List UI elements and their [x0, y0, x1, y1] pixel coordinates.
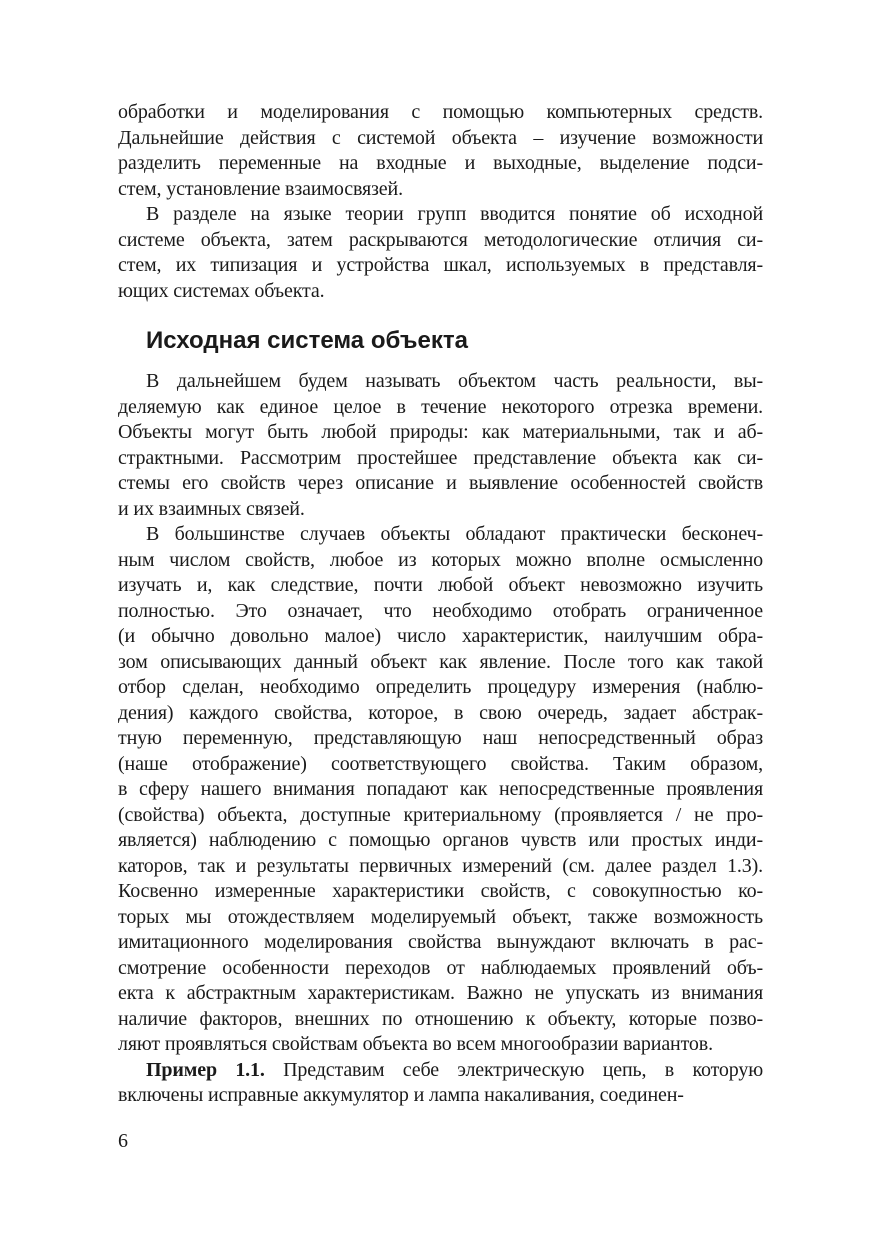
continuation-paragraphs [118, 100, 763, 304]
text-line: каторов, так и результаты первичных измерений (см. далее раздел 1.3). [118, 854, 763, 877]
text-line: стемы его свойств через описание и выявление особенностей свойств [118, 472, 763, 494]
text-line: в сферу нашего внимания попадают как непосредственные проявления [118, 778, 763, 800]
text-line: смотрение особенности переходов от наблюдаемых проявлений объ- [118, 956, 763, 979]
section-heading: Исходная система объекта [146, 327, 468, 354]
text-line: имитационного моделирования свойства вынуждают включать в рас- [118, 931, 763, 953]
text-line: включены исправные аккумулятор и лампа накаливания, соединен- [118, 1084, 684, 1106]
text-line: изучать и, как следствие, почти любой объект невозможно изучить [118, 574, 763, 596]
text-line: торых мы отождествляем моделируемый объект, также возможность [118, 905, 763, 928]
text-line: разделить переменные на входные и выходные, выделение подси- [118, 152, 763, 174]
text-line: зом описывающих данный объект как явление. После того как такой [118, 650, 763, 673]
section-paragraphs [118, 369, 763, 1109]
text-line: В дальнейшем будем называть объектом часть реальности, вы- [146, 370, 763, 392]
text-line: (и обычно довольно малое) число характеристик, наилучшим обра- [118, 625, 763, 647]
text-line: стем, их типизация и устройства шкал, используемых в представля- [118, 254, 763, 276]
text-line: (свойства) объекта, доступные критериальному (проявляется / не про- [118, 803, 763, 826]
text-line: стем, установление взаимосвязей. [118, 177, 403, 200]
text-line: Объекты могут быть любой природы: как материальными, так и аб- [118, 421, 763, 443]
text-line: Дальнейшие действия с системой объекта – изучение возможности [118, 126, 763, 149]
text-line: В большинстве случаев объекты обладают практически бесконеч- [146, 523, 763, 545]
text-line: тную переменную, представляющую наш непосредственный образ [118, 727, 763, 749]
text-line: обработки и моделирования с помощью компьютерных средств. [118, 101, 763, 123]
text-line: наличие факторов, внешних по отношению к объекту, которые позво- [118, 1007, 763, 1030]
text-line: дения) каждого свойства, которое, в свою очередь, задает абстрак- [118, 701, 763, 724]
text-line: системе объекта, затем раскрываются методологические отличия си- [118, 228, 763, 251]
text-line: деляемую как единое целое в течение некоторого отрезка времени. [118, 395, 763, 418]
example-label: Пример 1.1. [146, 1058, 284, 1081]
text-line: является) наблюдению с помощью органов чувств или простых инди- [118, 829, 763, 851]
text-line: ляют проявляться свойствам объекта во всем многообразии вариантов. [118, 1033, 713, 1055]
text-line: полностью. Это означает, что необходимо отобрать ограниченное [118, 599, 763, 622]
text-line: екта к абстрактным характеристикам. Важно не упускать из внимания [118, 982, 763, 1004]
text-line: В разделе на языке теории групп вводится понятие об исходной [146, 203, 763, 225]
text-line: ным числом свойств, любое из которых можно вполне осмысленно [118, 548, 763, 571]
text-line: Косвенно измеренные характеристики свойств, с совокупностью ко- [118, 880, 763, 902]
text-line: и их взаимных связей. [118, 497, 305, 520]
text-line: страктными. Рассмотрим простейшее представление объекта как си- [118, 446, 763, 469]
text-column [118, 100, 763, 1109]
text-line: (наше отображение) соответствующего свойства. Таким образом, [118, 752, 763, 775]
text-line: отбор сделан, необходимо определить процедуру измерения (наблю- [118, 676, 763, 698]
page-number: 6 [118, 1130, 128, 1152]
text-line: Пример 1.1. Представим себе электрическую цепь, в которую [146, 1058, 763, 1081]
text-line: ющих системах объекта. [118, 279, 325, 302]
